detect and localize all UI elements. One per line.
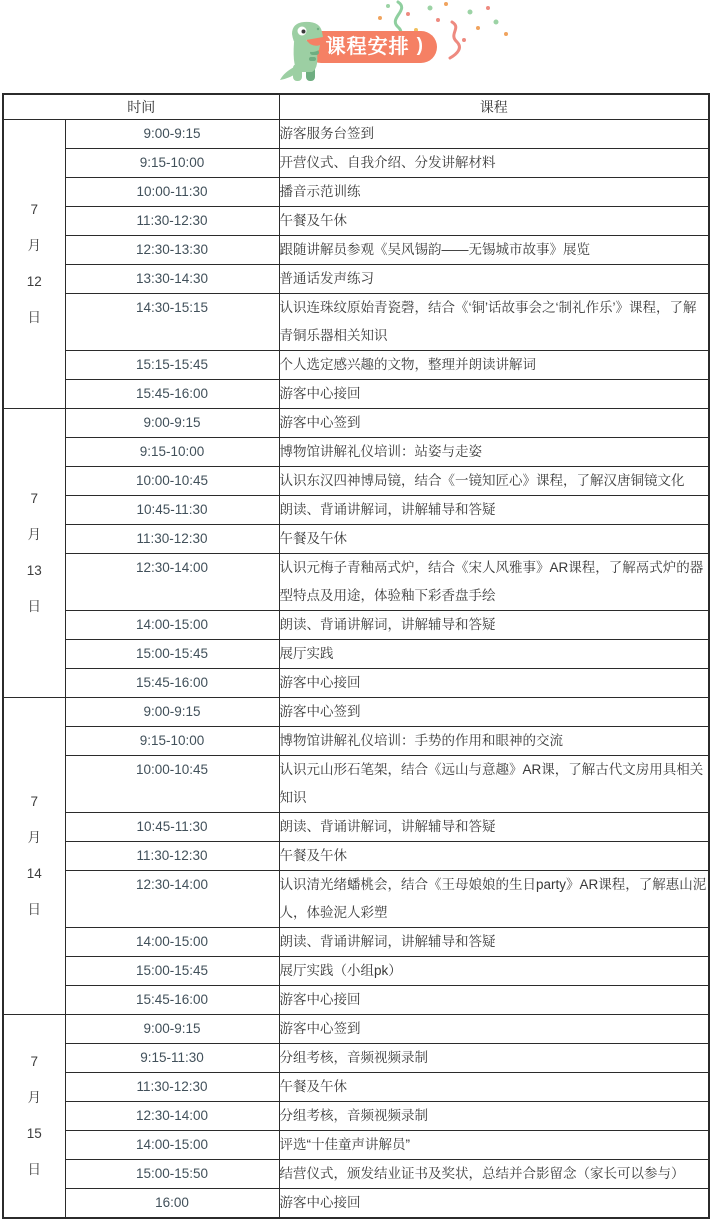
- course-cell: 朗读、背诵讲解词，讲解辅导和答疑: [279, 610, 709, 639]
- time-cell: 10:45-11:30: [65, 495, 279, 524]
- time-cell: 11:30-12:30: [65, 524, 279, 553]
- course-cell: 朗读、背诵讲解词，讲解辅导和答疑: [279, 812, 709, 841]
- time-cell: 15:15-15:45: [65, 350, 279, 379]
- table-row: [3, 119, 709, 148]
- table-row: [3, 437, 709, 466]
- table-row: [3, 495, 709, 524]
- table-row: [3, 755, 709, 812]
- course-cell: 评选“十佳童声讲解员”: [279, 1130, 709, 1159]
- course-cell: 午餐及午休: [279, 524, 709, 553]
- time-cell: 10:00-10:45: [65, 755, 279, 812]
- time-cell: 12:30-14:00: [65, 553, 279, 610]
- table-row: [3, 1188, 709, 1218]
- table-row: [3, 610, 709, 639]
- table-row: [3, 668, 709, 697]
- banner-title: 课程安排: [325, 36, 410, 58]
- course-cell: 认识连珠纹原始青瓷磬，结合《‘铜’话故事会之‘制礼作乐’》课程，了解青铜乐器相关知识: [279, 293, 709, 350]
- time-cell: 15:45-16:00: [65, 379, 279, 408]
- date-cell: 7 月 12 日: [3, 119, 65, 408]
- table-row: [3, 148, 709, 177]
- table-row: [3, 235, 709, 264]
- time-cell: 14:00-15:00: [65, 610, 279, 639]
- time-cell: 14:00-15:00: [65, 927, 279, 956]
- course-cell: 展厅实践（小组pk）: [279, 956, 709, 985]
- course-cell: 认识东汉四神博局镜，结合《一镜知匠心》课程，了解汉唐铜镜文化: [279, 466, 709, 495]
- table-row: [3, 264, 709, 293]
- time-cell: 12:30-14:00: [65, 1101, 279, 1130]
- table-row: [3, 293, 709, 350]
- course-cell: 认识清光绪蟠桃会，结合《王母娘娘的生日party》AR课程，了解惠山泥人，体验泥人彩塑: [279, 870, 709, 927]
- time-cell: 15:00-15:45: [65, 639, 279, 668]
- schedule-table-body: [3, 119, 709, 1218]
- course-cell: 游客中心接回: [279, 379, 709, 408]
- column-header-time: 时间: [3, 94, 279, 119]
- course-cell: 朗读、背诵讲解词，讲解辅导和答疑: [279, 927, 709, 956]
- time-cell: 9:15-10:00: [65, 148, 279, 177]
- table-row: [3, 379, 709, 408]
- course-cell: 开营仪式、自我介绍、分发讲解材料: [279, 148, 709, 177]
- time-cell: 9:00-9:15: [65, 1014, 279, 1043]
- time-cell: 9:15-11:30: [65, 1043, 279, 1072]
- shine-icon: ): [416, 35, 423, 56]
- time-cell: 10:45-11:30: [65, 812, 279, 841]
- time-cell: 15:45-16:00: [65, 668, 279, 697]
- course-cell: 分组考核，音频视频录制: [279, 1101, 709, 1130]
- time-cell: 9:15-10:00: [65, 437, 279, 466]
- course-cell: 博物馆讲解礼仪培训：站姿与走姿: [279, 437, 709, 466]
- table-row: [3, 350, 709, 379]
- course-cell: 午餐及午休: [279, 841, 709, 870]
- table-row: [3, 1014, 709, 1043]
- course-cell: 午餐及午休: [279, 206, 709, 235]
- course-cell: 认识元山形石笔架，结合《远山与意趣》AR课，了解古代文房用具相关知识: [279, 755, 709, 812]
- table-row: [3, 697, 709, 726]
- course-cell: 博物馆讲解礼仪培训：手势的作用和眼神的交流: [279, 726, 709, 755]
- time-cell: 12:30-13:30: [65, 235, 279, 264]
- course-cell: 朗读、背诵讲解词，讲解辅导和答疑: [279, 495, 709, 524]
- time-cell: 14:00-15:00: [65, 1130, 279, 1159]
- course-cell: 展厅实践: [279, 639, 709, 668]
- table-row: [3, 927, 709, 956]
- time-cell: 9:00-9:15: [65, 408, 279, 437]
- table-row: [3, 812, 709, 841]
- time-cell: 12:30-14:00: [65, 870, 279, 927]
- table-row: [3, 1130, 709, 1159]
- table-row: [3, 870, 709, 927]
- table-row: [3, 956, 709, 985]
- course-cell: 游客中心接回: [279, 668, 709, 697]
- course-cell: 分组考核，音频视频录制: [279, 1043, 709, 1072]
- course-cell: 游客服务台签到: [279, 119, 709, 148]
- course-cell: 游客中心接回: [279, 1188, 709, 1218]
- table-row: [3, 639, 709, 668]
- course-cell: 跟随讲解员参观《吴风锡韵——无锡城市故事》展览: [279, 235, 709, 264]
- time-cell: 10:00-10:45: [65, 466, 279, 495]
- table-row: [3, 726, 709, 755]
- table-row: [3, 1072, 709, 1101]
- time-cell: 15:00-15:50: [65, 1159, 279, 1188]
- banner: [0, 0, 710, 93]
- date-cell: 7 月 15 日: [3, 1014, 65, 1218]
- course-cell: 午餐及午休: [279, 1072, 709, 1101]
- time-cell: 11:30-12:30: [65, 841, 279, 870]
- table-row: [3, 177, 709, 206]
- time-cell: 10:00-11:30: [65, 177, 279, 206]
- course-cell: 播音示范训练: [279, 177, 709, 206]
- time-cell: 15:45-16:00: [65, 985, 279, 1014]
- date-cell: 7 月 14 日: [3, 697, 65, 1014]
- table-row: [3, 466, 709, 495]
- course-cell: 游客中心接回: [279, 985, 709, 1014]
- table-row: [3, 206, 709, 235]
- table-row: [3, 524, 709, 553]
- header-row: [3, 94, 709, 119]
- time-cell: 15:00-15:45: [65, 956, 279, 985]
- time-cell: 11:30-12:30: [65, 1072, 279, 1101]
- time-cell: 9:00-9:15: [65, 119, 279, 148]
- table-row: [3, 553, 709, 610]
- table-row: [3, 985, 709, 1014]
- time-cell: 13:30-14:30: [65, 264, 279, 293]
- time-cell: 14:30-15:15: [65, 293, 279, 350]
- time-cell: 11:30-12:30: [65, 206, 279, 235]
- table-row: [3, 1043, 709, 1072]
- date-cell: 7 月 13 日: [3, 408, 65, 697]
- time-cell: 9:00-9:15: [65, 697, 279, 726]
- table-row: [3, 1101, 709, 1130]
- course-cell: 游客中心签到: [279, 1014, 709, 1043]
- course-cell: 游客中心签到: [279, 697, 709, 726]
- course-cell: 普通话发声练习: [279, 264, 709, 293]
- time-cell: 16:00: [65, 1188, 279, 1218]
- dinosaur-icon: [276, 20, 338, 86]
- course-cell: 个人选定感兴趣的文物，整理并朗读讲解词: [279, 350, 709, 379]
- course-cell: 认识元梅子青釉鬲式炉，结合《宋人风雅事》AR课程，了解鬲式炉的器型特点及用途，体验釉下彩香盘手绘: [279, 553, 709, 610]
- table-row: [3, 841, 709, 870]
- table-row: [3, 408, 709, 437]
- course-cell: 结营仪式，颁发结业证书及奖状，总结并合影留念（家长可以参与）: [279, 1159, 709, 1188]
- column-header-course: 课程: [279, 94, 709, 119]
- table-row: [3, 1159, 709, 1188]
- time-cell: 9:15-10:00: [65, 726, 279, 755]
- course-cell: 游客中心签到: [279, 408, 709, 437]
- schedule-table: [2, 93, 710, 1219]
